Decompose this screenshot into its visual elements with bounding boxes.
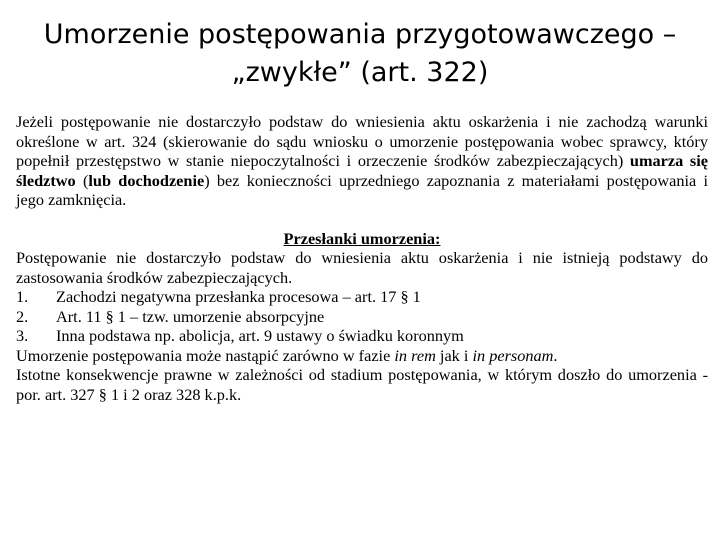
slide-body <box>16 112 708 404</box>
intro-paragraph <box>16 112 708 210</box>
consequences-paragraph: Istotne konsekwencje prawne w zależności od stadium postępowania, w którym doszło do umorzenia - por. art. 327 § 1 i 2 oraz 328 k.p.k. <box>16 365 708 404</box>
list-item <box>16 287 708 307</box>
intro-text-b: ( <box>75 170 89 190</box>
phase-italic-in-rem: in rem <box>394 345 436 365</box>
list-item <box>16 326 708 346</box>
list-item-number: 3. <box>16 326 29 345</box>
list-item-number: 2. <box>16 306 29 326</box>
premises-heading: Przesłanki umorzenia: <box>283 228 441 248</box>
premises-lead: Postępowanie nie dostarczyło podstaw do wniesienia aktu oskarżenia i nie istnieją podstawy do zastosowania środków zabezpieczających. <box>16 248 708 287</box>
phase-paragraph <box>16 346 708 366</box>
phase-italic-in-personam: in personam <box>472 345 554 365</box>
intro-bold-b: lub dochodzenie <box>88 170 205 190</box>
slide-title <box>20 16 700 92</box>
intro-text-a: Jeżeli postępowanie nie dostarczyło podstaw do wniesienia aktu oskarżenia i nie zachodzą warunki określone w art. 324 (skierowanie do sądu wniosku o umorzenie postępowania wobec sprawcy, który popełnił przestępstwo w stanie niepoczytalności i orzeczenie środków zabezpieczających) <box>16 112 708 170</box>
intro-text-c: ) bez konieczności uprzedniego zapoznania z materiałami postępowania i jego zamknięcia. <box>16 170 708 209</box>
list-item-text: Inna podstawa np. abolicja, art. 9 ustawy o świadku koronnym <box>56 326 464 345</box>
list-item-text: Zachodzi negatywna przesłanka procesowa – art. 17 § 1 <box>56 287 421 306</box>
slide-title-line-2: „zwykłe” (art. 322) <box>231 57 489 88</box>
phase-text-a: Umorzenie postępowania może nastąpić zarówno w fazie <box>16 345 395 365</box>
paragraph-gap <box>16 210 708 229</box>
intro-bold-a: umarza się śledztwo <box>16 151 708 190</box>
list-item-text: Art. 11 § 1 – tzw. umorzenie absorpcyjne <box>56 306 325 326</box>
phase-text-b: jak i <box>435 345 473 365</box>
list-item-number: 1. <box>16 287 29 306</box>
phase-text-c: . <box>553 345 558 365</box>
slide-title-line-1: Umorzenie postępowania przygotowawczego – <box>43 19 677 50</box>
list-item <box>16 307 708 327</box>
